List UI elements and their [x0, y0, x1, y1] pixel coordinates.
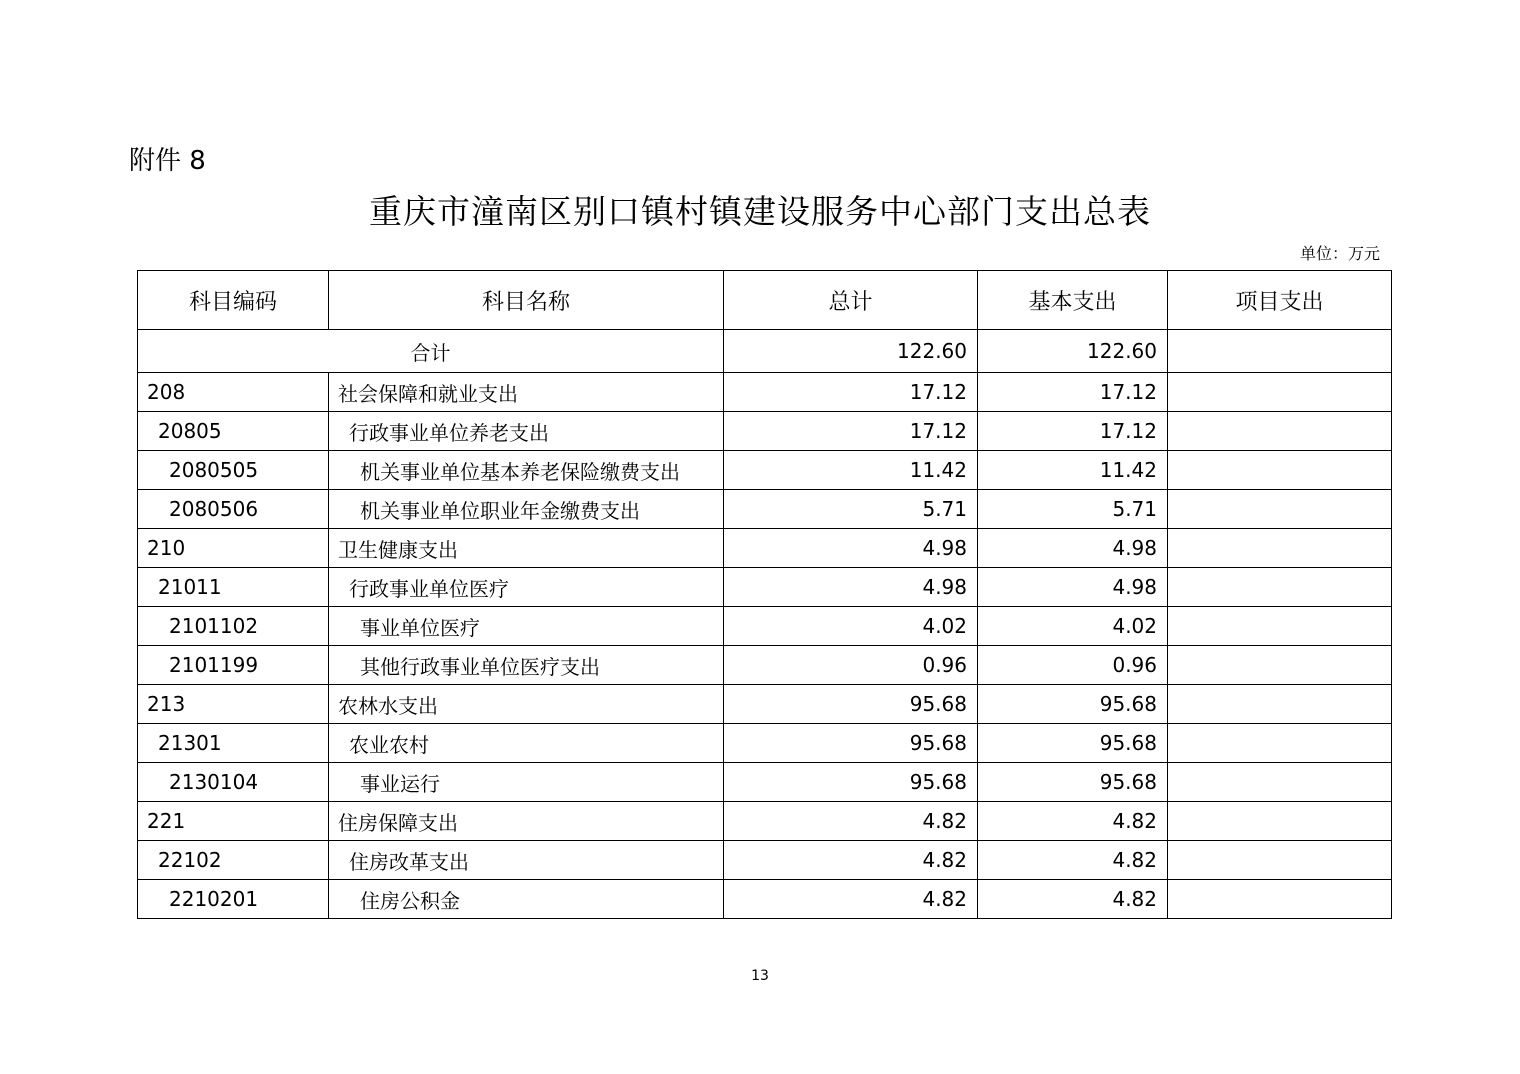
row-name: 住房保障支出: [329, 802, 724, 841]
row-total: 11.42: [724, 451, 978, 490]
table-row: [138, 451, 1392, 490]
table-row: [138, 685, 1392, 724]
row-name: 住房公积金: [329, 880, 724, 919]
table-row: [138, 490, 1392, 529]
row-code: 21301: [138, 724, 329, 763]
row-basic: 4.02: [978, 607, 1168, 646]
row-code: 213: [138, 685, 329, 724]
table-row: [138, 568, 1392, 607]
header-total: 总计: [724, 271, 978, 330]
row-project: [1168, 373, 1392, 412]
header-code: 科目编码: [138, 271, 329, 330]
row-basic: 95.68: [978, 685, 1168, 724]
header-basic: 基本支出: [978, 271, 1168, 330]
row-code: 208: [138, 373, 329, 412]
row-total: 95.68: [724, 685, 978, 724]
row-basic: 17.12: [978, 373, 1168, 412]
row-name: 事业单位医疗: [329, 607, 724, 646]
row-total: 17.12: [724, 373, 978, 412]
row-basic: 95.68: [978, 724, 1168, 763]
row-total: 95.68: [724, 724, 978, 763]
row-name: 卫生健康支出: [329, 529, 724, 568]
row-basic: 95.68: [978, 763, 1168, 802]
row-name: 机关事业单位职业年金缴费支出: [329, 490, 724, 529]
row-code: 22102: [138, 841, 329, 880]
row-basic: 4.98: [978, 568, 1168, 607]
row-total: 4.02: [724, 607, 978, 646]
row-code: 2210201: [138, 880, 329, 919]
row-project: [1168, 763, 1392, 802]
expenditure-table: [137, 270, 1392, 919]
row-total: 4.82: [724, 802, 978, 841]
row-name: 住房改革支出: [329, 841, 724, 880]
total-project-value: [1168, 330, 1392, 373]
unit-label: 单位：万元: [1299, 244, 1380, 263]
table-row: [138, 412, 1392, 451]
row-project: [1168, 646, 1392, 685]
page-number: 13: [751, 968, 769, 984]
total-label: 合计: [138, 330, 724, 373]
row-code: 2101199: [138, 646, 329, 685]
total-value: 122.60: [724, 330, 978, 373]
table-row: [138, 373, 1392, 412]
table-row: [138, 802, 1392, 841]
row-basic: 0.96: [978, 646, 1168, 685]
row-project: [1168, 490, 1392, 529]
table-row: [138, 646, 1392, 685]
total-row: [138, 330, 1392, 373]
row-code: 2130104: [138, 763, 329, 802]
row-code: 21011: [138, 568, 329, 607]
row-total: 17.12: [724, 412, 978, 451]
row-project: [1168, 724, 1392, 763]
table-row: [138, 529, 1392, 568]
row-project: [1168, 451, 1392, 490]
row-basic: 4.82: [978, 802, 1168, 841]
row-name: 事业运行: [329, 763, 724, 802]
header-project: 项目支出: [1168, 271, 1392, 330]
row-project: [1168, 607, 1392, 646]
header-name: 科目名称: [329, 271, 724, 330]
row-total: 4.82: [724, 841, 978, 880]
table-header-row: [138, 271, 1392, 330]
row-basic: 4.82: [978, 880, 1168, 919]
row-basic: 5.71: [978, 490, 1168, 529]
row-name: 行政事业单位养老支出: [329, 412, 724, 451]
row-total: 0.96: [724, 646, 978, 685]
table-row: [138, 724, 1392, 763]
row-name: 农林水支出: [329, 685, 724, 724]
row-total: 4.98: [724, 568, 978, 607]
row-basic: 4.98: [978, 529, 1168, 568]
row-code: 221: [138, 802, 329, 841]
row-project: [1168, 802, 1392, 841]
table-row: [138, 841, 1392, 880]
table-row: [138, 607, 1392, 646]
row-name: 社会保障和就业支出: [329, 373, 724, 412]
row-code: 2080505: [138, 451, 329, 490]
row-code: 2101102: [138, 607, 329, 646]
row-name: 其他行政事业单位医疗支出: [329, 646, 724, 685]
row-code: 210: [138, 529, 329, 568]
attachment-label: 附件 8: [129, 146, 206, 176]
row-project: [1168, 568, 1392, 607]
row-code: 20805: [138, 412, 329, 451]
row-name: 农业农村: [329, 724, 724, 763]
row-project: [1168, 880, 1392, 919]
row-total: 95.68: [724, 763, 978, 802]
table-row: [138, 763, 1392, 802]
row-total: 4.98: [724, 529, 978, 568]
row-name: 行政事业单位医疗: [329, 568, 724, 607]
row-total: 4.82: [724, 880, 978, 919]
row-project: [1168, 685, 1392, 724]
total-basic-value: 122.60: [978, 330, 1168, 373]
row-project: [1168, 529, 1392, 568]
page-title: 重庆市潼南区别口镇村镇建设服务中心部门支出总表: [369, 192, 1151, 231]
row-project: [1168, 412, 1392, 451]
row-name: 机关事业单位基本养老保险缴费支出: [329, 451, 724, 490]
row-code: 2080506: [138, 490, 329, 529]
row-basic: 17.12: [978, 412, 1168, 451]
table-row: [138, 880, 1392, 919]
row-basic: 4.82: [978, 841, 1168, 880]
row-total: 5.71: [724, 490, 978, 529]
row-project: [1168, 841, 1392, 880]
row-basic: 11.42: [978, 451, 1168, 490]
